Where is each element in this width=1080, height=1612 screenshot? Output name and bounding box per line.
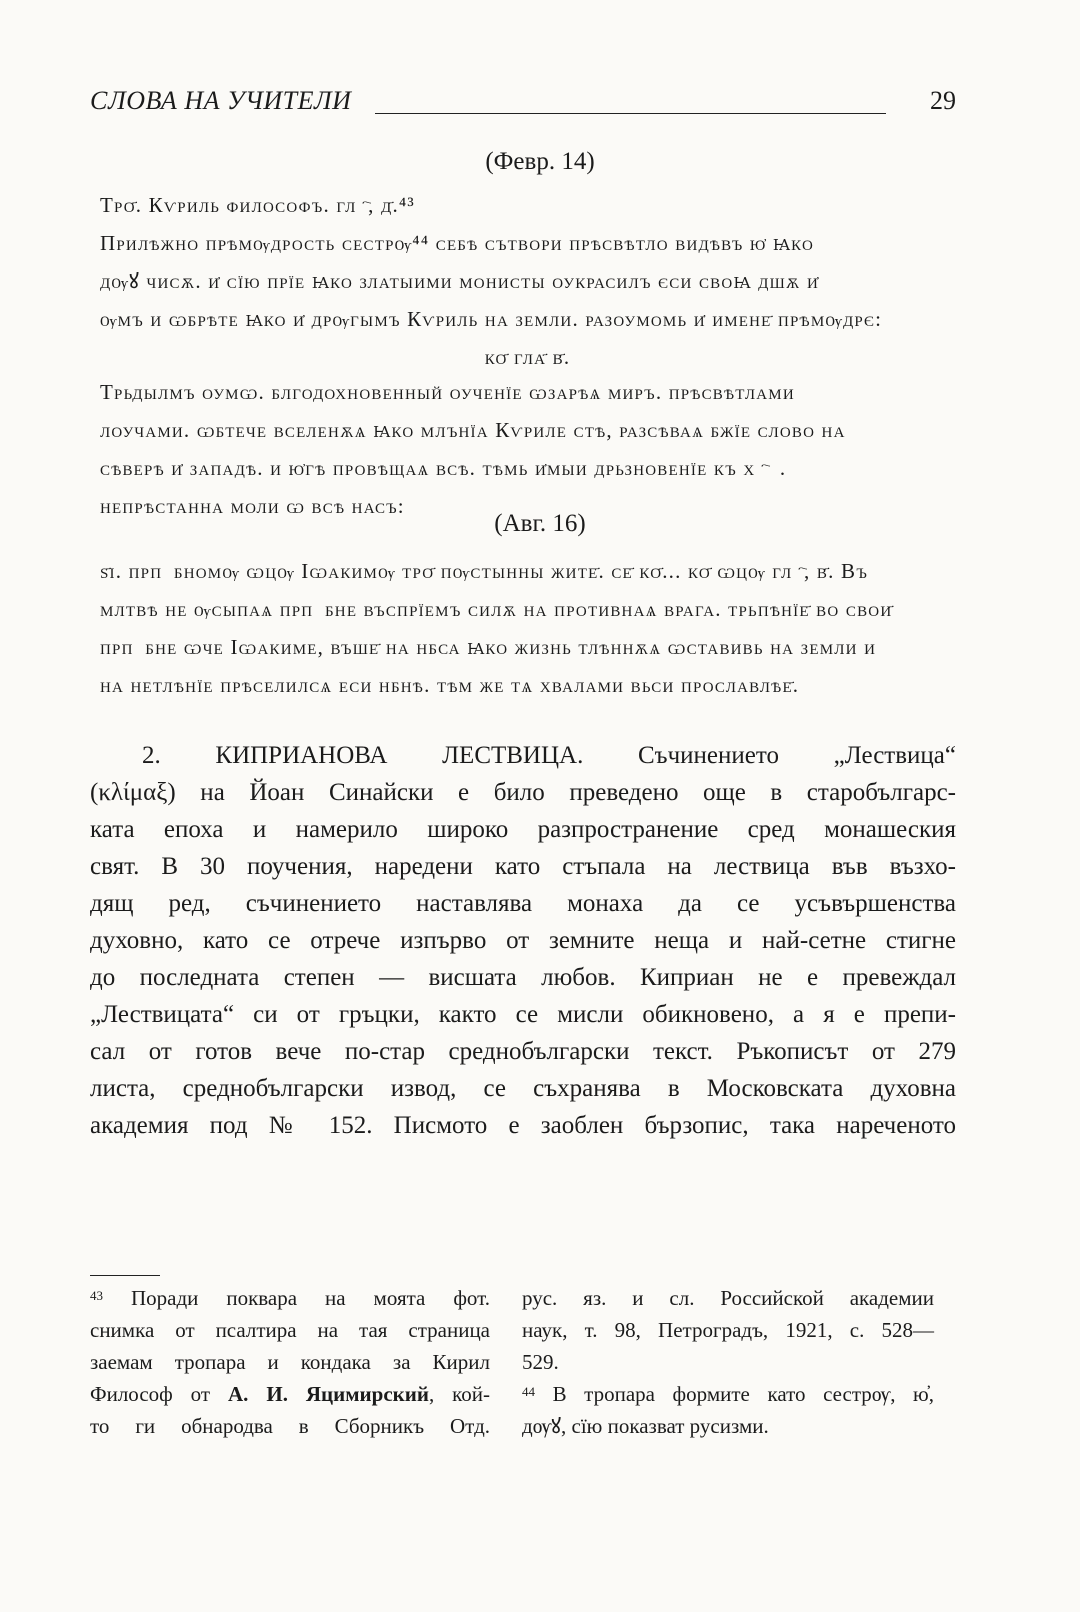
body-line: сал от готов вече по-стар среднобългарски текст. Ръкописът от 279	[90, 1038, 956, 1065]
footnote-43-line: то ги обнародва в Сборникъ Отд.	[90, 1414, 490, 1438]
body-line: академия под № 152. Писмото е заоблен бързопис, така нареченото	[90, 1112, 956, 1139]
slavonic-line: прпⷣбне ѡче Іѡакиме, въше҃ на нбса ꙗко жизнь тлѣннѫѧ ѡставивь на земли и	[100, 635, 877, 659]
body-line: (κλίμαξ) на Йоан Синайски е било преведено още в старобългарс-	[90, 779, 956, 806]
body-line: листа, среднобългарски извод, се съхранява в Московската духовна	[90, 1075, 956, 1102]
footnote-column-right	[522, 1282, 934, 1442]
slavonic-line: на нетлѣнїе прѣселилсѧ еси нбнѣ. тѣм же тѧ хвалами вьси прославлѣе҃.	[100, 673, 800, 697]
slavonic-line: ѕ҃і. прпⷣбномѹ ѡцѹ Іѡакимѹ тро҃ пѹстынны жите҃. се҃ ко҃... ко҃ ѡцѹ глⷭ҇, в҃. Въ	[100, 559, 869, 583]
footnote-text: В тропара формите като сестрѹ, ю҆,	[552, 1382, 934, 1406]
slavonic-line: непрѣстанна моли ѡ всѣ насъ:	[100, 494, 405, 518]
author-name: А. И. Яцимирский	[228, 1382, 429, 1406]
slavonic-line: млтвѣ не ѹсыпаѧ прпⷣбне въспрїемъ силѫ на противнаѧ врага. трьпѣнїе҃ во свои҃	[100, 597, 893, 621]
troparion-joachim	[100, 552, 955, 704]
slavonic-line: ѹмъ и ѡбрѣте ꙗко и҆ дрѹгымъ Кѵриль на земли. разоумомь и҆ имене҃ прѣмѹдрє:	[100, 307, 883, 331]
troparion-cyril	[100, 186, 955, 376]
slavonic-line: лоучами. ѡбтече вселенѫѧ ꙗко млънїа Кѵриле стѣ, разсѣваѧ бжїе слово на	[100, 418, 846, 442]
footnote-43-cont: наук, т. 98, Петроградъ, 1921, с. 528—	[522, 1318, 934, 1342]
slavonic-line: Прилѣжно прѣмѹдрость сестрѹ⁴⁴ себѣ сътвори прѣсвѣтло видѣвъ ю҆ ꙗко	[100, 231, 815, 255]
body-line: ката епоха и намерило широко разпространение сред монашеския	[90, 816, 956, 843]
footnote-44-line	[522, 1378, 934, 1410]
footnote-text: Философ от	[90, 1382, 229, 1406]
body-line: дящ ред, съчинението наставлява монаха да се усъвършенства	[90, 890, 956, 917]
footnote-44-line: дѹꙋ, сїю показват русизми.	[522, 1414, 769, 1438]
feast-heading-feb: (Февр. 14)	[485, 148, 595, 175]
footnote-43-line: заемам тропара и кондака за Кирил	[90, 1350, 490, 1374]
footnote-text: Поради поквара на моята фот.	[130, 1286, 491, 1310]
body-paragraph	[90, 737, 956, 1144]
slavonic-line: сѣверѣ и҆ западѣ. и ю҆гѣ провѣщаѧ всѣ. тѣмь и҆мыи дрьзновенїе къ хⷭ҇ꙋ.	[100, 456, 787, 480]
body-line: духовно, като се отрече изпърво от земните неща и най-сетне стигне	[90, 927, 956, 954]
body-line: свят. В 30 поучения, наредени като стъпала на лествица във възхо-	[90, 853, 956, 880]
footnote-marker: 43	[90, 1288, 103, 1303]
footnote-rule	[90, 1275, 160, 1276]
footnote-43-cont: 529.	[522, 1350, 559, 1374]
header-rule	[375, 113, 886, 114]
kontakion-cyril	[100, 373, 955, 525]
body-line: до последната степен — висшата любов. Киприан не е превеждал	[90, 964, 956, 991]
body-line: 2. КИПРИАНОВА ЛЕСТВИЦА. Съчинението „Лествица“	[142, 742, 956, 769]
running-title: СЛОВА НА УЧИТЕЛИ	[90, 86, 352, 115]
footnote-43-cont: рус. яз. и сл. Российской академии	[522, 1286, 934, 1310]
footnote-43-line	[90, 1282, 490, 1314]
slavonic-line: дѹꙋ чисѫ. и҆ сїю прїе ꙗко златыими монисты оукрасилъ єси своꙗ дшѫ и҆	[100, 269, 820, 293]
footnote-43-line: снимка от псалтира на тая страница	[90, 1318, 490, 1342]
footnote-43-line	[90, 1378, 490, 1410]
footnote-text: , кой-	[428, 1382, 490, 1406]
page-number: 29	[930, 86, 956, 115]
slavonic-line: Трьдылмъ оумѡ. блгодохновенный оученїе ѡзарѣѧ миръ. прѣсвѣтлами	[100, 380, 795, 404]
slavonic-line: Тро҃. Кѵриль философъ. глⷭ҇, д҃.⁴³	[100, 193, 415, 217]
body-line: „Лествицата“ си от гръцки, както се мисли обикновено, а я е препи-	[90, 1001, 956, 1028]
running-head	[90, 86, 956, 126]
kontakion-heading: ко҃ гла҃ в҃.	[484, 345, 571, 369]
footnote-marker: 44	[522, 1384, 535, 1399]
feast-heading-aug: (Авг. 16)	[494, 510, 586, 537]
footnote-column-left	[90, 1282, 490, 1442]
